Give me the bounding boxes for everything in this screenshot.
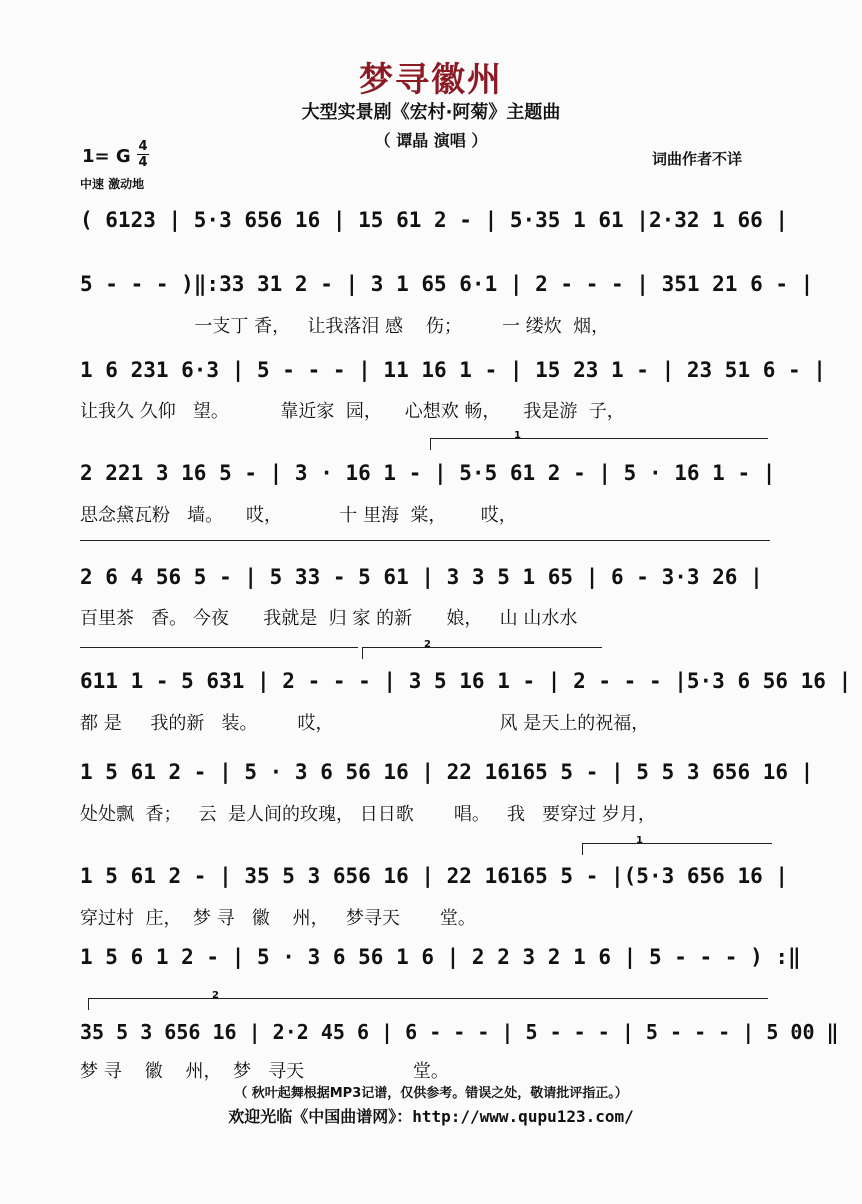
- notation-row-4: 2 221 3 16 5 - | 3 · 16 1 - | 5·5 61 2 - | 5 · 16 1 - |: [80, 461, 776, 485]
- tempo-marking: 中速 激动地: [80, 177, 145, 191]
- volta-2b-label: 2: [212, 990, 219, 1001]
- notation-row-10: 35 5 3 656 16 | 2·2 45 6 | 6 - - - | 5 - - - | 5 - - - | 5 00 ‖: [80, 1020, 839, 1044]
- lyrics-row-7: 处处飘 香； 云 是人间的玫瑰， 日日歌 唱。 我 要穿过 岁月，: [80, 804, 656, 825]
- notation-row-7: 1 5 61 2 - | 5 · 3 6 56 16 | 22 16165 5 - | 5 5 3 656 16 |: [80, 760, 814, 784]
- website-credit: 欢迎光临《中国曲谱网》：http://www.qupu123.com/: [228, 1107, 634, 1126]
- composer-credit: 词曲作者不详: [652, 150, 743, 168]
- time-signature: [136, 140, 150, 169]
- performer-credit: （ 谭晶 演唱 ）: [374, 131, 488, 150]
- notation-row-8: 1 5 61 2 - | 35 5 3 656 16 | 22 16165 5 - |(5·3 656 16 |: [80, 864, 789, 888]
- transcription-note: （ 秋叶起舞根据MP3记谱，仅供参考。错误之处，敬请批评指正。）: [234, 1086, 628, 1101]
- notation-row-6: 611 1 - 5 631 | 2 - - - | 3 5 16 1 - | 2 - - - |5·3 6 56 16 |: [80, 669, 852, 693]
- song-subtitle: 大型实景剧《宏村·阿菊》主题曲: [301, 102, 561, 123]
- lyrics-row-4: 思念黛瓦粉 墙。 哎， 十 里海 棠， 哎，: [80, 505, 517, 526]
- song-title: 梦寻徽州: [359, 60, 503, 100]
- key-signature: 1= G: [82, 146, 131, 167]
- time-signature-top: 4: [138, 139, 148, 154]
- notation-row-3: 1 6 231 6·3 | 5 - - - | 11 16 1 - | 15 23 1 - | 23 51 6 - |: [80, 358, 826, 382]
- notation-row-9: 1 5 6 1 2 - | 5 · 3 6 56 1 6 | 2 2 3 2 1 6 | 5 - - - ) :‖: [80, 945, 801, 969]
- lyrics-row-2: 一支丁 香， 让我落泪 感 伤； 一 缕炊 烟，: [80, 316, 610, 337]
- time-signature-bottom: 4: [138, 155, 148, 170]
- notation-row-1: ( 6123 | 5·3 656 16 | 15 61 2 - | 5·35 1 61 |2·32 1 66 |: [80, 208, 789, 232]
- notation-row-5: 2 6 4 56 5 - | 5 33 - 5 61 | 3 3 5 1 65 | 6 - 3·3 26 |: [80, 565, 763, 589]
- volta-2-label: 2: [424, 639, 431, 650]
- volta-1b-label: 1: [636, 835, 643, 846]
- lyrics-row-5: 百里茶 香。 今夜 我就是 归 家 的新 娘， 山 山水水: [80, 608, 578, 629]
- lyrics-row-6: 都 是 我的新 装。 哎， 风 是天上的祝福，: [80, 713, 650, 734]
- lyrics-row-3: 让我久 久仰 望。 靠近家 园， 心想欢 畅， 我是游 子，: [80, 401, 625, 422]
- lyrics-row-8: 穿过村 庄， 梦 寻 徽 州， 梦寻天 堂。: [80, 908, 476, 929]
- lyrics-row-10: 梦 寻 徽 州， 梦 寻天 堂。: [80, 1061, 449, 1082]
- volta-1-label: 1: [514, 430, 521, 441]
- notation-row-2: 5 - - - )‖:33 31 2 - | 3 1 65 6·1 | 2 - - - | 351 21 6 - |: [80, 272, 814, 296]
